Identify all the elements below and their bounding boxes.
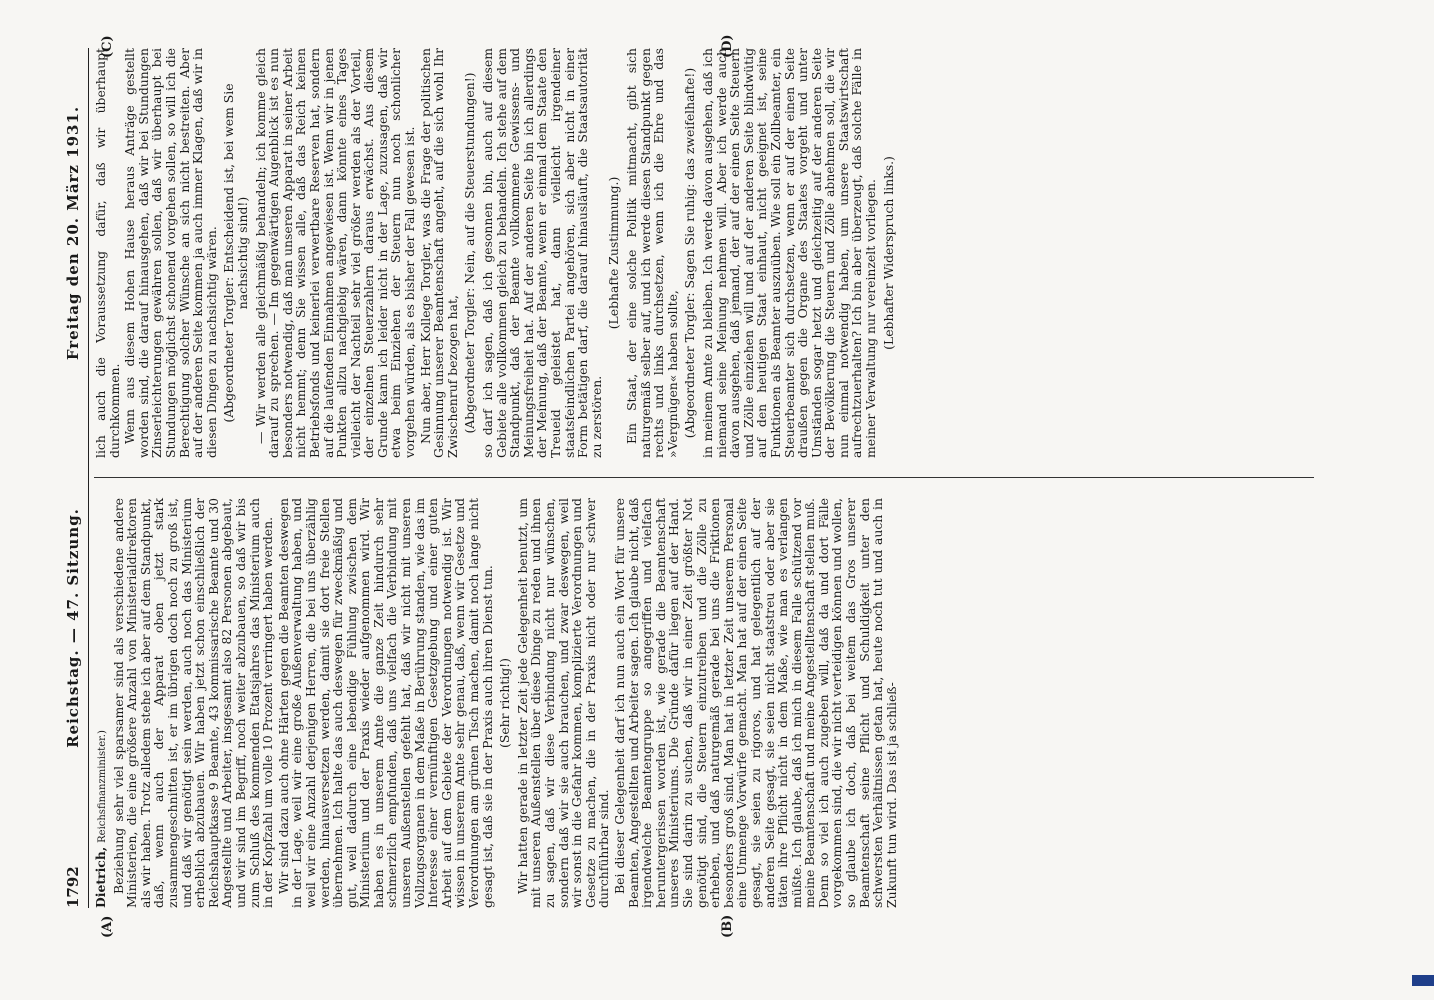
paragraph: Wenn aus diesem Hohen Hause heraus Anträge gestellt worden sind, die darauf hinausgehen, daß wir bei Stundungen Zinserleichterungen gewähren sollen, daß wir überhaupt bei Stundungen möglichst schonend vorgehen sollen, so will ich die Berechtigung solcher Wünsche an sich nicht bestreiten. Aber auf der anderen Seite kommen ja auch immer Klagen, daß wir in diesen Dingen zu nachsichtig wären. [122, 48, 219, 458]
session-title: Reichstag. — 47. Sitzung. [64, 508, 82, 748]
page-header [60, 48, 86, 908]
paragraph: Bei dieser Gelegenheit darf ich nun auch ein Wort für unsere Beamten, Angestellten und Arbeiter sagen. Ich glaube nicht, daß irgendwelche Beamtengruppe so angegriffen und vielfach heruntergerissen worden ist, wie gerade die Beamtenschaft unseres Ministeriums. Die Gründe dafür liegen auf der Hand. Sie sind darin zu suchen, daß wir in einer Zeit größter Not genötigt sind, die Steuern einzutreiben und die Zölle zu erheben, und daß naturgemäß gerade bei uns die Friktionen besonders groß sind. Man hat in letzter Zeit unserem Personal eine Unmenge Vorwürfe gemacht. Man hat auf der einen Seite gesagt, sie seien zu rigoros, und hat gelegentlich auf der anderen Seite gesagt, sie seien nicht staatstreu oder aber sie täten ihre Pflicht nicht in dem Maße, wie man es verlangen müßte. Ich glaube, daß ich mich in diesem Falle schützend vor meine Beamtenschaft und meine Angestelltenschaft stellen muß. Denn so viel ich auch zugeben will, daß da und dort Fälle vorgekommen sind, die wir nicht verteidigen können und wollen, so glaube ich doch, daß bei weitem das Gros unserer Beamtenschaft seine Pflicht und Schuldigkeit unter den schwersten Verhältnissen getan hat, heute noch tut und auch in Zukunft tun wird. Das ist ja schließ- [611, 498, 899, 908]
page-number: 1792 [64, 866, 82, 908]
header-rule [88, 48, 89, 908]
paragraph: so darf ich sagen, daß ich gesonnen bin, auch auf diesem Gebiete alle vollkommen gleich zu behandeln. Ich stehe auf dem Standpunkt, daß der Beamte vollkommene Gewissens- und Meinungsfreiheit hat. Auf der anderen Seite bin ich allerdings der Meinung, daß der Beamte, wenn er einmal dem Staate den Treueid geleistet hat, dann vielleicht irgendeiner staatsfeindlichen Partei angehören, sich aber nicht in einer Form betätigen darf, die darauf hinausläuft, die Staatsautorität zu zerstören. [480, 48, 604, 458]
right-column [94, 48, 899, 458]
speaker-line [94, 498, 110, 908]
speaker-name: Dietrich, [93, 846, 108, 908]
speaker-role: Reichsfinanzminister.) [97, 730, 108, 843]
paragraph: lich auch die Voraussetzung dafür, daß wir überhaupt durchkommen. [93, 48, 122, 458]
digitization-note [1418, 10, 1434, 990]
margin-mark-c: (C) [100, 35, 115, 58]
paragraph: Beziehung sehr viel sparsamer sind als verschiedene andere Ministerien, die eine größere Anzahl von Ministerialdirektoren als wir haben. Trotz alledem stehe ich aber auf dem Standpunkt, daß, wenn auch der Apparat oben jetzt stark zusammengeschnitten ist, er im übrigen doch noch zu groß ist, und daß wir genötigt sein werden, auch noch das Ministerium erheblich abzubauen. Wir haben jetzt schon einschließlich der Reichshauptkasse 9 Beamte, 43 kommissarische Beamte und 30 Angestellte und Arbeiter, insgesamt also 82 Personen abgebaut, und wir sind im Begriff, noch weiter abzubauen, so daß wir bis zum Schluß des kommenden Etatsjahres das Ministerium auch in der Kopfzahl um volle 10 Prozent verringert haben werden. [110, 498, 276, 908]
interjection: (Abgeordneter Torgler: Entscheidend ist, bei wem Sie nachsichtig sind!) [221, 83, 250, 423]
margin-mark-a: (A) [100, 915, 115, 938]
margin-mark-b: (B) [720, 914, 735, 938]
interjection: (Abgeordneter Torgler: Nein, auf die Steuerstundungen!) [462, 72, 478, 434]
left-column [94, 498, 900, 908]
paragraph: Wir hatten gerade in letzter Zeit jede Gelegenheit benutzt, um mit unseren Außenstellen über diese Dinge zu reden und ihnen zu sagen, daß wir diese Verbindung nicht nur wünschen, sondern daß wir sie auch brauchen, und zwar deswegen, weil wir sonst in die Gefahr kommen, komplizierte Verordnungen und Gesetze zu machen, die in der Praxis nicht oder nur schwer durchführbar sind. [514, 498, 612, 908]
paragraph: in meinem Amte zu bleiben. Ich werde davon ausgehen, daß ich niemand seine Meinung nehmen will. Aber ich werde auch davon ausgehen, daß jemand, der auf der einen Seite Steuern und Zölle einziehen will und auf der anderen Seite blindwütig auf den heutigen Staat einhaut, nicht geeignet ist, seine Funktionen als Beamter auszuüben. Wie soll ein Zollbeamter, ein Steuerbeamter sich durchsetzen, wenn er auf der einen Seite draußen gegen die Organe des Staates vorgeht und unter Umständen sogar hetzt und gleichzeitig auf der anderen Seite der Bevölkerung die Steuern und Zölle abnehmen soll, die wir nun einmal notwendig haben, um unsere Staatswirtschaft aufrechtzuerhalten? Ich bin aber überzeugt, daß solche Fälle in meiner Verwaltung nur vereinzelt vorliegen. [699, 48, 879, 458]
dfg-logo [1412, 975, 1434, 986]
interjection: (Abgeordneter Torgler: Sagen Sie ruhig: das zweifelhafte!) [682, 67, 698, 439]
margin-mark-d: (D) [720, 34, 735, 58]
column-divider [94, 477, 1314, 478]
interjection: (Lebhafte Zustimmung.) [606, 176, 622, 330]
paragraph: Nun aber, Herr Kollege Torgler, was die Frage der politischen Gesinnung unserer Beamtenschaft angeht, auf die sich wohl Ihr Zwischenruf bezogen hat, [417, 48, 460, 458]
paragraph: Wir sind dazu auch ohne Härten gegen die Beamten deswegen in der Lage, weil wir eine große Außenverwaltung haben, und weil wir eine Anzahl derjenigen Herren, die bei uns überzählig werden, hinausversetzen werden, damit sie dort freie Stellen übernehmen. Ich halte das auch deswegen für zweckmäßig und gut, weil dadurch eine lebendige Fühlung zwischen dem Ministerium und der Praxis wieder aufgenommen wird. Wir haben es in unserem Amte die ganze Zeit hindurch sehr schmerzlich empfunden, daß uns vielfach die Verbindung mit unseren Außenstellen gefehlt hat, daß wir nicht mit unseren Vollzugsorganen in dem Maße in Berührung standen, wie das im Interesse einer vernünftigen Gesetzgebung und einer guten Arbeit auf dem Gebiete der Verordnungen notwendig ist. Wir wissen in unserem Amte sehr genau, daß, wenn wir Gesetze und Verordnungen am grünen Tisch machen, damit noch lange nicht gesagt ist, daß sie in der Praxis auch ihren Dienst tun. [275, 498, 495, 908]
paragraph: — Wir werden alle gleichmäßig behandeln; ich komme gleich darauf zu sprechen. — Im gegenwärtigen Augenblick ist es nun besonders notwendig, daß man unseren Apparat in seiner Arbeit nicht hemmt; denn Sie wissen alle, daß das Reich keinen Betriebsfonds und keinerlei verwertbare Reserven hat, sondern auf die laufenden Einnahmen angewiesen ist. Wenn wir in jenen Punkten allzu nachgiebig wären, dann könnte eines Tages vielleicht der Nachteil sehr viel größer werden als der Vorteil, der einzelnen Steuerzahlern daraus erwächst. Aus diesem Grunde kann ich leider nicht in der Lage, zuzusagen, daß wir etwa beim Einziehen der Steuern nun noch schonlicher vorgehen würden, als es bisher der Fall gewesen ist. [252, 48, 418, 458]
rotated-document-page [60, 34, 1320, 938]
interjection: (Lebhafter Widerspruch links.) [880, 156, 896, 350]
paragraph: Ein Staat, der eine solche Politik mitmacht, gibt sich naturgemäß selber auf, und ich werde diesen Standpunkt gegen rechts und links durchsetzen, wenn ich die Ehre und das »Vergnügen« haben sollte, [623, 48, 680, 458]
interjection: (Sehr richtig!) [497, 658, 513, 748]
session-date: Freitag den 20. März 1931. [64, 105, 82, 361]
